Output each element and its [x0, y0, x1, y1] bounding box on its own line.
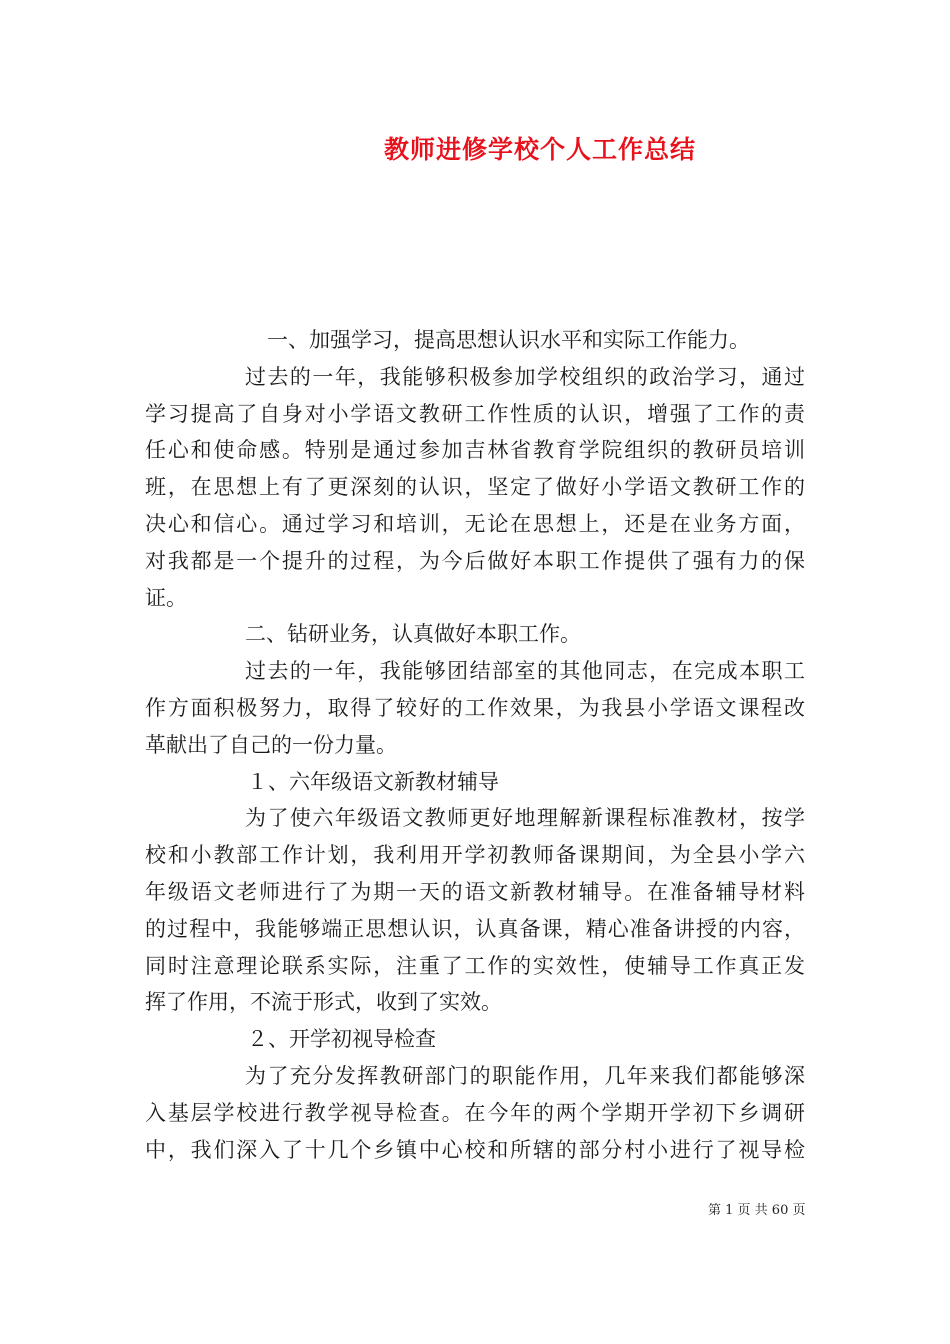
paragraph-line: 入基层学校进行教学视导检查。在今年的两个学期开学初下乡调研	[145, 1100, 805, 1125]
paragraph-line: 决心和信心。通过学习和培训，无论在思想上，还是在业务方面，	[145, 511, 805, 536]
paragraph-line: 学习提高了自身对小学语文教研工作性质的认识，增强了工作的责	[145, 401, 805, 426]
document-body	[145, 322, 805, 1168]
paragraph-line: 同时注意理论联系实际，注重了工作的实效性，使辅导工作真正发	[145, 953, 805, 978]
paragraph-line: 中，我们深入了十几个乡镇中心校和所辖的部分村小进行了视导检	[145, 1137, 805, 1162]
paragraph-line: 年级语文老师进行了为期一天的语文新教材辅导。在准备辅导材料	[145, 879, 805, 904]
paragraph-line: 挥了作用，不流于形式，收到了实效。	[145, 990, 502, 1015]
page-number-footer: 第 1 页 共 60 页	[708, 1203, 806, 1218]
document-title: 教师进修学校个人工作总结	[383, 135, 696, 164]
subsection-heading-1: １、六年级语文新教材辅导	[247, 769, 499, 794]
paragraph-line: 作方面积极努力，取得了较好的工作效果，为我县小学语文课程改	[145, 695, 805, 720]
paragraph-line: 任心和使命感。特别是通过参加吉林省教育学院组织的教研员培训	[145, 438, 805, 463]
paragraph-line: 校和小教部工作计划，我利用开学初教师备课期间，为全县小学六	[145, 843, 805, 868]
paragraph-line: 为了使六年级语文教师更好地理解新课程标准教材，按学	[245, 806, 805, 831]
paragraph-line: 证。	[145, 585, 187, 610]
paragraph-line: 过去的一年，我能够积极参加学校组织的政治学习，通过	[245, 364, 805, 389]
paragraph-line: 为了充分发挥教研部门的职能作用，几年来我们都能够深	[245, 1063, 805, 1088]
section-heading-1: 一、加强学习，提高思想认识水平和实际工作能力。	[267, 328, 750, 352]
paragraph-line: 班，在思想上有了更深刻的认识，坚定了做好小学语文教研工作的	[145, 475, 805, 500]
section-heading-2: 二、钻研业务，认真做好本职工作。	[245, 622, 581, 647]
paragraph-line: 过去的一年，我能够团结部室的其他同志，在完成本职工	[245, 659, 805, 684]
paragraph-line: 革献出了自己的一份力量。	[145, 732, 397, 757]
paragraph-line: 对我都是一个提升的过程，为今后做好本职工作提供了强有力的保	[145, 548, 805, 573]
subsection-heading-2: ２、开学初视导检查	[247, 1027, 436, 1052]
paragraph-line: 的过程中，我能够端正思想认识，认真备课，精心准备讲授的内容，	[145, 916, 805, 941]
